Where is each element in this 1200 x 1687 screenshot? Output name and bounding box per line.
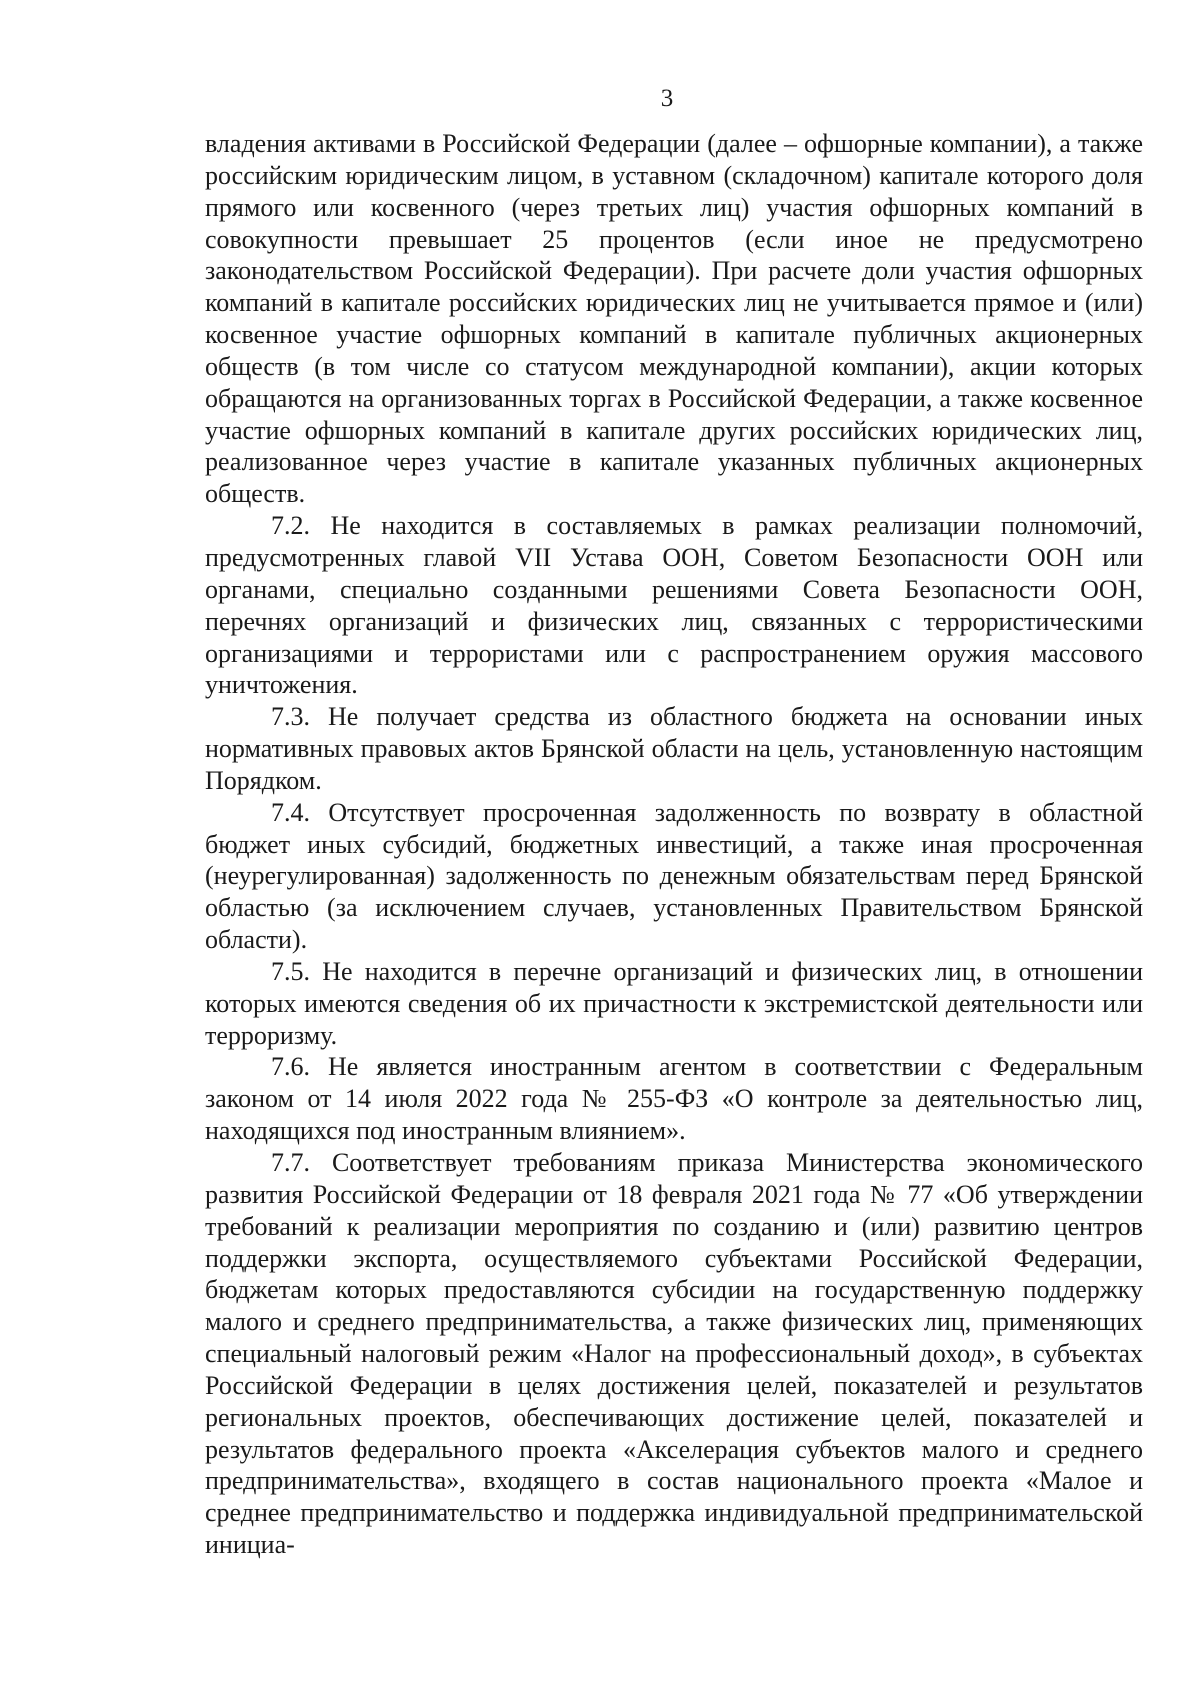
paragraph-7-2: 7.2. Не находится в составляемых в рамках реализации полномочий, предусмотренных главой VII Устава ООН, Советом Безопасности ООН или органами, специально созданными решениями Совета Безопасности ООН, перечнях организаций и физических лиц, связанных с террористическими организациями и террористами или с распространением оружия массового уничтожения. <box>205 511 1143 700</box>
paragraph-7-7: 7.7. Соответствует требованиям приказа Министерства экономического развития Российской Федерации от 18 февраля 2021 года № 77 «Об утверждении требований к реализации мероприятия по созданию и (или) развитию центров поддержки экспорта, осуществляемого субъектами Российской Федерации, бюджетам которых предоставляются субсидии на государственную поддержку малого и среднего предпринимательства, а также физических лиц, применяющих специальный налоговый режим «Налог на профессиональный доход», в субъектах Российской Федерации в целях достижения целей, показателей и результатов региональных проектов, обеспечивающих достижение целей, показателей и результатов федерального проекта «Акселерация субъектов малого и среднего предпринимательства», входящего в состав национального проекта «Малое и среднее предпринимательство и поддержка индивидуальной предпринимательской инициа- <box>205 1148 1143 1560</box>
paragraph-7-4: 7.4. Отсутствует просроченная задолженность по возврату в областной бюджет иных субсидий, бюджетных инвестиций, а также иная просроченная (неурегулированная) задолженность по денежным обязательствам перед Брянской областью (за исключением случаев, установленных Правительством Брянской области). <box>205 797 1143 955</box>
page-number: 3 <box>660 85 674 112</box>
paragraph-7-6: 7.6. Не является иностранным агентом в соответствии с Федеральным законом от 14 июля 2022 года № 255-ФЗ «О контроле за деятельностью лиц, находящихся под иностранным влиянием». <box>205 1052 1143 1146</box>
paragraph-7-3: 7.3. Не получает средства из областного бюджета на основании иных нормативных правовых актов Брянской области на цель, установленную настоящим Порядком. <box>205 702 1143 795</box>
paragraph-7-5: 7.5. Не находится в перечне организаций и физических лиц, в отношении которых имеются сведения об их причастности к экстремистской деятельности или терроризму. <box>205 956 1143 1050</box>
document-body <box>205 128 1143 1561</box>
paragraph-offshore-continuation: владения активами в Российской Федерации (далее – офшорные компании), а также российским юридическим лицом, в уставном (складочном) капитале которого доля прямого или косвенного (через третьих лиц) участия офшорных компаний в совокупности превышает 25 процентов (если иное не предусмотрено законодательством Российской Федерации). При расчете доли участия офшорных компаний в капитале российских юридических лиц не учитывается прямое и (или) косвенное участие офшорных компаний в капитале публичных акционерных обществ (в том числе со статусом международной компании), акции которых обращаются на организованных торгах в Российской Федерации, а также косвенное участие офшорных компаний в капитале других российских юридических лиц, реализованное через участие в капитале указанных публичных акционерных обществ. <box>205 129 1143 509</box>
